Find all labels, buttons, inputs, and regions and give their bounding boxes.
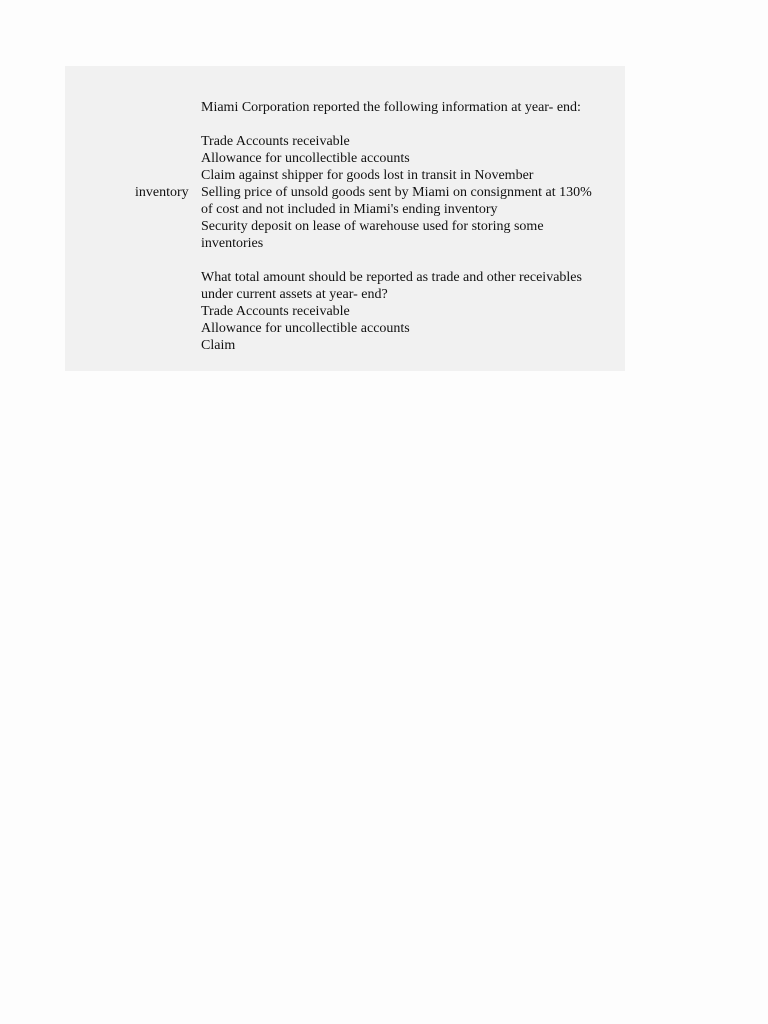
intro-line: Miami Corporation reported the following information at year- end: [201, 100, 581, 115]
answer-line: Allowance for uncollectible accounts [201, 321, 410, 336]
problem-text [201, 99, 611, 354]
spacer [201, 116, 611, 133]
item-line: Allowance for uncollectible accounts [201, 151, 410, 166]
side-label-inventory: inventory [135, 185, 189, 200]
spacer [201, 252, 611, 269]
item-line: Claim against shipper for goods lost in transit in November [201, 168, 534, 183]
question-line: under current assets at year- end? [201, 287, 388, 302]
item-line: Selling price of unsold goods sent by Miami on consignment at 130% [201, 185, 592, 200]
item-line: of cost and not included in Miami's ending inventory [201, 202, 498, 217]
question-line: What total amount should be reported as trade and other receivables [201, 270, 582, 285]
item-line: Trade Accounts receivable [201, 134, 350, 149]
answer-line: Claim [201, 338, 236, 353]
answer-line: Trade Accounts receivable [201, 304, 350, 319]
item-line: inventories [201, 236, 264, 251]
item-line: Security deposit on lease of warehouse used for storing some [201, 219, 544, 234]
